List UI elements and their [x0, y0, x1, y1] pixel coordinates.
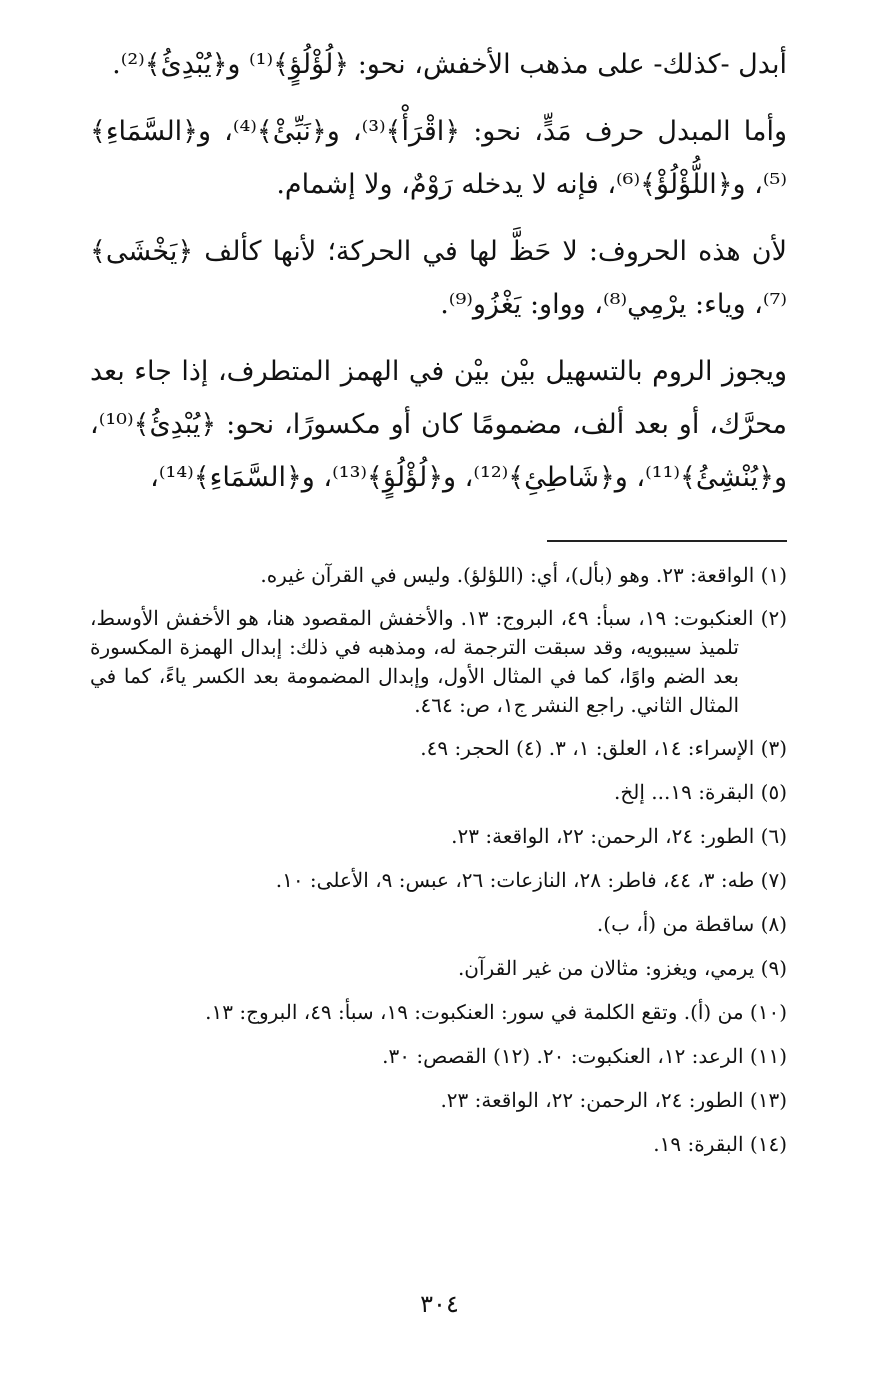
paragraph-1: أبدل -كذلك- على مذهب الأخفش، نحو: ﴿لُؤْلُؤٍ﴾⁽¹⁾ و﴿يُبْدِئُ﴾⁽²⁾. — [112, 49, 787, 80]
footnote-divider — [547, 540, 787, 542]
footnote-8: (٨) ساقطة من (أ، ب). — [596, 912, 787, 936]
footnote-2: (٢) العنكبوت: ١٩، سبأ: ٤٩، البروج: ١٣. والأخفش المقصود هنا، هو الأخفش الأوسط، تلميذ سيبويه، وقد سبقت الترجمة له، ومذهبه في ذلك: إبدال الهمزة المكسورة بعد الضم واوًا، كما في المثال الأول، وإبدال المضمومة بعد الكسر ياءً، كما في المثال الثاني. راجع النشر ج١، ص: ٤٦٤. — [90, 606, 787, 717]
footnote-9: (٩) يرمي، ويغزو: مثالان من غير القرآن. — [457, 956, 787, 980]
page-number: ٣٠٤ — [420, 1290, 459, 1318]
footnote-14: (١٤) البقرة: ١٩. — [653, 1132, 787, 1156]
footnote-1: (١) الواقعة: ٢٣. وهو (بأل)، أي: (اللؤلؤ). وليس في القرآن غيره. — [260, 563, 787, 587]
footnote-7: (٧) طه: ٣، ٤٤، فاطر: ٢٨، النازعات: ٢٦، عبس: ٩، الأعلى: ١٠. — [275, 868, 787, 892]
paragraph-2: وأما المبدل حرف مَدٍّ، نحو: ﴿اقْرَأْ﴾⁽³⁾، و﴿نَبِّئْ﴾⁽⁴⁾، و﴿السَّمَاءِ﴾⁽⁵⁾، و﴿اللُّؤْلُؤْ﴾⁽⁶⁾، فإنه لا يدخله رَوْمٌ، ولا إشمام. — [90, 116, 787, 200]
footnote-3-4: (٣) الإسراء: ١٤، العلق: ١، ٣. (٤) الحجر: ٤٩. — [420, 736, 787, 760]
main-text — [90, 38, 787, 504]
paragraph-3: لأن هذه الحروف: لا حَظَّ لها في الحركة؛ لأنها كألف ﴿يَخْشَى﴾⁽⁷⁾، وياء: يرْمِي⁽⁸⁾، وواو: يَغْزُو⁽⁹⁾. — [90, 236, 787, 320]
footnote-5: (٥) البقرة: ١٩... إلخ. — [614, 780, 787, 804]
footnote-11-12: (١١) الرعد: ١٢، العنكبوت: ٢٠. (١٢) القصص: ٣٠. — [382, 1044, 787, 1068]
footnote-13: (١٣) الطور: ٢٤، الرحمن: ٢٢، الواقعة: ٢٣. — [440, 1088, 787, 1112]
footnotes — [90, 560, 787, 1173]
footnote-6: (٦) الطور: ٢٤، الرحمن: ٢٢، الواقعة: ٢٣. — [451, 824, 787, 848]
footnote-10: (١٠) من (أ). وتقع الكلمة في سور: العنكبوت: ١٩، سبأ: ٤٩، البروج: ١٣. — [205, 1000, 787, 1024]
paragraph-4: ويجوز الروم بالتسهيل بيْن بيْن في الهمز المتطرف، إذا جاء بعد محرَّك، أو بعد ألف، مضمومًا كان أو مكسورًا، نحو: ﴿يُبْدِئُ﴾⁽¹⁰⁾، و﴿يُنْشِئُ﴾⁽¹¹⁾، و﴿شَاطِئِ﴾⁽¹²⁾، و﴿لُؤْلُؤٍ﴾⁽¹³⁾، و﴿السَّمَاءِ﴾⁽¹⁴⁾، — [90, 356, 787, 493]
